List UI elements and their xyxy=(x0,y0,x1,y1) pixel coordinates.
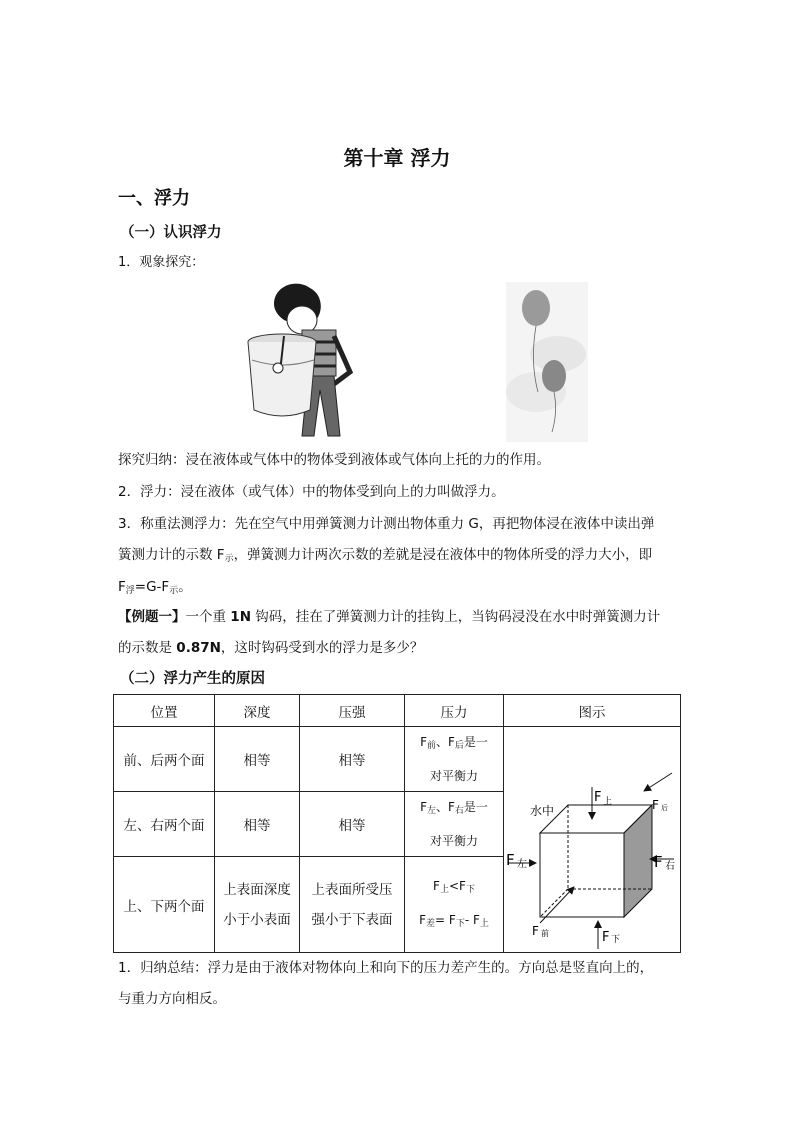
row3-pressure xyxy=(300,857,405,953)
cube-force-diagram xyxy=(504,729,680,951)
weigh-end: 。 xyxy=(178,579,192,595)
row3-c2b: = F xyxy=(435,912,456,927)
exploration-summary: 探究归纳：浸在液体或气体中的物体受到液体或气体向上托的力的作用。 xyxy=(118,452,550,468)
weigh-sub-shi-2: 示 xyxy=(169,586,179,596)
conclusion-line-1: 1．归纳总结：浮力是由于液体对物体向上和向下的压力差产生的。方向总是竖直向上的， xyxy=(118,960,654,976)
section-heading: 一、浮力 xyxy=(118,188,190,209)
weigh-sub-fu: 浮 xyxy=(125,586,135,596)
diagram-bottom-s: 下 xyxy=(611,934,621,945)
diagram-bottom-f: F xyxy=(602,929,610,945)
diagram-left-f: F xyxy=(506,850,515,869)
cube-diagram-cell xyxy=(504,727,681,953)
row3-pressure-l1: 上表面所受压 xyxy=(311,881,393,898)
diagram-water-label: 水中 xyxy=(530,803,555,818)
header-diagram: 图示 xyxy=(504,695,681,727)
example-l1a: 一个重 xyxy=(185,609,231,625)
row3-c2s2: 下 xyxy=(455,918,465,929)
example-v2: 0.87N xyxy=(176,640,221,656)
diagram-front-s: 前 xyxy=(541,928,549,938)
buoyancy-definition xyxy=(118,482,505,502)
row3-c1s: 上 xyxy=(439,884,449,895)
header-depth: 深度 xyxy=(215,695,300,727)
row1-sep: 、 xyxy=(435,735,448,749)
weigh-l2a: 簧测力计的示数 F xyxy=(118,547,225,563)
example-line-1 xyxy=(118,607,660,627)
buoyancy-cause-table xyxy=(113,694,681,953)
weigh-l1: 先在空气中用弹簧测力计测出物体重力 G，再把物体浸在液体中读出弹 xyxy=(234,516,655,532)
row3-c1a: F xyxy=(433,878,440,893)
row1-depth: 相等 xyxy=(215,727,300,792)
table-row xyxy=(114,727,681,792)
subsection-heading-2: （二）浮力产生的原因 xyxy=(120,671,265,687)
balloons-illustration xyxy=(506,282,588,442)
row1-f2: F xyxy=(448,735,455,749)
row2-f2: F xyxy=(448,800,455,814)
example-l2a: 的示数是 xyxy=(118,640,177,656)
row3-depth-l2: 小于小表面 xyxy=(223,911,291,928)
row1-f1: F xyxy=(420,735,427,749)
row2-sep: 、 xyxy=(435,800,448,814)
row3-force xyxy=(405,857,504,953)
row2-f1: F xyxy=(420,800,427,814)
diagram-top-f: F xyxy=(594,789,602,805)
example-l1b: 钩码，挂在了弹簧测力计的挂钩上，当钩码浸没在水中时弹簧测力计 xyxy=(251,609,661,625)
weigh-eq: =G-F xyxy=(134,579,170,595)
row1-s2: 后 xyxy=(454,741,464,751)
row3-c1b: <F xyxy=(448,878,466,893)
row2-s1: 左 xyxy=(426,806,436,816)
row2-force xyxy=(405,792,504,857)
example-v1: 1N xyxy=(230,609,251,625)
def-text: 浸在液体（或气体）中的物体受到向上的力叫做浮力。 xyxy=(180,484,505,500)
row3-depth xyxy=(215,857,300,953)
subsection-heading-1: （一）认识浮力 xyxy=(120,225,222,241)
example-line-2 xyxy=(118,638,423,658)
boy-bucket-illustration xyxy=(244,280,362,444)
weigh-f: F xyxy=(118,579,126,595)
row1-tail: 是一 xyxy=(463,735,488,749)
weigh-l2b: ，弹簧测力计两次示数的差就是浸在液体中的物体所受的浮力大小，即 xyxy=(233,547,653,563)
weighing-formula xyxy=(118,577,192,601)
diagram-right-s: 右 xyxy=(665,860,675,872)
row3-c1s2: 下 xyxy=(465,884,475,895)
row3-position: 上、下两个面 xyxy=(114,857,215,953)
header-position: 位置 xyxy=(114,695,215,727)
row2-position: 左、右两个面 xyxy=(114,792,215,857)
row3-depth-l1: 上表面深度 xyxy=(223,881,291,898)
row3-c2s3: 上 xyxy=(479,918,489,929)
diagram-left-s: 左 xyxy=(517,858,527,870)
weighing-method-line-1 xyxy=(118,514,654,534)
row3-c2s: 差 xyxy=(426,918,436,929)
header-pressure: 压强 xyxy=(300,695,405,727)
weighing-method-line-2 xyxy=(118,545,652,569)
item-observe: 1．观象探究： xyxy=(118,255,205,270)
row2-depth: 相等 xyxy=(215,792,300,857)
conclusion-line-2: 与重力方向相反。 xyxy=(118,991,226,1007)
row2-pressure: 相等 xyxy=(300,792,405,857)
row1-line2: 对平衡力 xyxy=(429,769,478,783)
def-lead: 2．浮力： xyxy=(118,484,181,500)
diagram-back-s: 后 xyxy=(661,803,668,812)
example-tag: 【例题一】 xyxy=(118,609,186,625)
row3-c2a: F xyxy=(419,912,427,927)
row1-force xyxy=(405,727,504,792)
row1-s1: 前 xyxy=(426,741,436,751)
row2-s2: 右 xyxy=(454,806,464,816)
row2-line2: 对平衡力 xyxy=(429,834,478,848)
header-force: 压力 xyxy=(405,695,504,727)
weigh-sub-shi: 示 xyxy=(224,554,234,564)
example-l2b: ，这时钩码受到水的浮力是多少？ xyxy=(220,640,424,656)
weigh-lead: 3．称重法测浮力： xyxy=(118,516,235,532)
diagram-front-f: F xyxy=(532,923,539,938)
row1-pressure: 相等 xyxy=(300,727,405,792)
row2-tail: 是一 xyxy=(463,800,488,814)
row3-pressure-l2: 强小于下表面 xyxy=(311,911,393,928)
row3-c2c: - F xyxy=(464,912,480,927)
row1-position: 前、后两个面 xyxy=(114,727,215,792)
table-header-row xyxy=(114,695,681,727)
chapter-title: 第十章 浮力 xyxy=(343,146,451,170)
diagram-top-s: 上 xyxy=(603,796,613,807)
diagram-back-f: F xyxy=(652,797,659,812)
diagram-right-f: F xyxy=(654,852,663,871)
